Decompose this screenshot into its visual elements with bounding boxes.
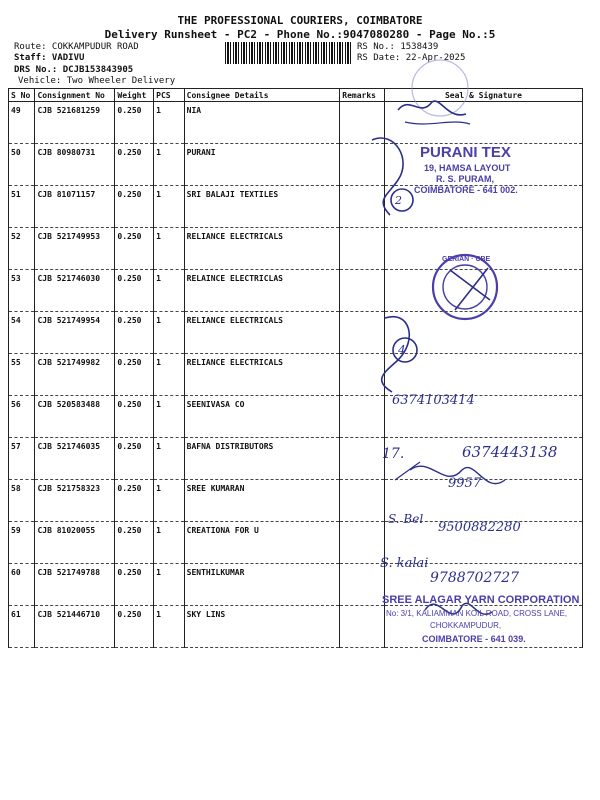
row-consignment: CJB 521746030 [35, 270, 115, 312]
row-consignment: CJB 521749954 [35, 312, 115, 354]
row-sno: 61 [9, 606, 35, 648]
row-signature [384, 312, 582, 354]
row-remarks [340, 228, 385, 270]
row-sno: 57 [9, 438, 35, 480]
company-title: THE PROFESSIONAL COURIERS, COIMBATORE [177, 14, 423, 27]
row-sno: 53 [9, 270, 35, 312]
table-row [9, 312, 583, 354]
staff-label: Staff: VADIVU [14, 53, 85, 63]
row-consignment: CJB 80980731 [35, 144, 115, 186]
vehicle-label: Vehicle: Two Wheeler Delivery [18, 76, 176, 86]
row-consignee: SKY LINS [184, 606, 340, 648]
row-signature [384, 270, 582, 312]
row-consignee: PURANI [184, 144, 340, 186]
row-signature [384, 354, 582, 396]
row-remarks [340, 144, 385, 186]
table-row [9, 396, 583, 438]
row-sno: 55 [9, 354, 35, 396]
barcode [225, 42, 351, 64]
row-consignment: CJB 521749788 [35, 564, 115, 606]
circle-mark-55-text: 4 [398, 343, 406, 357]
route-label: Route: COKKAMPUDUR ROAD [14, 42, 139, 52]
row-weight: 0.250 [115, 354, 154, 396]
row-remarks [340, 438, 385, 480]
rs-number: RS No.: 1538439 [357, 42, 439, 52]
row-consignee: RELAINCE ELECTRICLAS [184, 270, 340, 312]
row-weight: 0.250 [115, 186, 154, 228]
row-remarks [340, 102, 385, 144]
row-consignment: CJB 520583488 [35, 396, 115, 438]
row-consignment: CJB 521749982 [35, 354, 115, 396]
row-weight: 0.250 [115, 144, 154, 186]
col-signature: Seal & Signature [384, 89, 582, 102]
row-signature [384, 228, 582, 270]
row-pcs: 1 [154, 480, 184, 522]
phone-56: 6374103414 [392, 393, 475, 408]
row-consignment: CJB 521446710 [35, 606, 115, 648]
row-weight: 0.250 [115, 438, 154, 480]
row-remarks [340, 396, 385, 438]
row-weight: 0.250 [115, 522, 154, 564]
row-pcs: 1 [154, 396, 184, 438]
mark-57: 17. [382, 446, 405, 462]
row-consignee: NIA [184, 102, 340, 144]
row-pcs: 1 [154, 228, 184, 270]
row-sno: 54 [9, 312, 35, 354]
row-weight: 0.250 [115, 606, 154, 648]
row-pcs: 1 [154, 438, 184, 480]
col-consignee: Consignee Details [184, 89, 340, 102]
row-consignee: SEENIVASA CO [184, 396, 340, 438]
row-consignee: RELIANCE ELECTRICALS [184, 312, 340, 354]
row-consignee: SRI BALAJI TEXTILES [184, 186, 340, 228]
signature-60: S. kalai [380, 556, 429, 571]
row-sno: 59 [9, 522, 35, 564]
row-weight: 0.250 [115, 270, 154, 312]
row-pcs: 1 [154, 102, 184, 144]
rs-date: RS Date: 22-Apr-2025 [357, 53, 466, 63]
col-weight: Weight [115, 89, 154, 102]
row-sno: 56 [9, 396, 35, 438]
row-remarks [340, 522, 385, 564]
phone-57: 6374443138 [462, 443, 558, 461]
runsheet-subtitle: Delivery Runsheet - PC2 - Phone No.:9047080280 - Page No.:5 [104, 28, 496, 41]
sree-stamp-name: SREE ALAGAR YARN CORPORATION [382, 594, 580, 606]
row-pcs: 1 [154, 522, 184, 564]
row-weight: 0.250 [115, 312, 154, 354]
row-signature [384, 102, 582, 144]
drs-label: DRS No.: DCJB153843905 [14, 65, 134, 75]
row-pcs: 1 [154, 270, 184, 312]
row-consignment: CJB 521749953 [35, 228, 115, 270]
sree-stamp-addr3: COIMBATORE - 641 039. [422, 634, 526, 644]
phone-59: 9500882280 [438, 520, 521, 535]
row-pcs: 1 [154, 564, 184, 606]
col-remarks: Remarks [340, 89, 385, 102]
table-row [9, 270, 583, 312]
table-row [9, 102, 583, 144]
table-row [9, 480, 583, 522]
phone-60: 9788702727 [430, 570, 520, 586]
row-consignment: CJB 81020055 [35, 522, 115, 564]
row-sno: 60 [9, 564, 35, 606]
col-consignment: Consignment No [35, 89, 115, 102]
table-header-row [9, 89, 583, 102]
sree-stamp-addr1: No: 3/1, KALIAMMAN KOIL ROAD, CROSS LANE, [386, 609, 568, 618]
row-consignment: CJB 521746035 [35, 438, 115, 480]
purani-stamp-addr1: 19, HAMSA LAYOUT [424, 163, 511, 173]
signature-59: S. Bel [388, 512, 424, 526]
row-sno: 51 [9, 186, 35, 228]
row-weight: 0.250 [115, 102, 154, 144]
row-consignee: SENTHILKUMAR [184, 564, 340, 606]
row-remarks [340, 312, 385, 354]
row-consignment: CJB 81071157 [35, 186, 115, 228]
purani-stamp-addr2: R. S. PURAM, [436, 174, 495, 184]
phone-58: 9957 [448, 476, 482, 491]
row-consignment: CJB 521758323 [35, 480, 115, 522]
row-consignee: BAFNA DISTRIBUTORS [184, 438, 340, 480]
row-pcs: 1 [154, 606, 184, 648]
row-consignee: RELIANCE ELECTRICALS [184, 354, 340, 396]
row-remarks [340, 354, 385, 396]
row-weight: 0.250 [115, 228, 154, 270]
row-sno: 50 [9, 144, 35, 186]
row-pcs: 1 [154, 186, 184, 228]
row-pcs: 1 [154, 354, 184, 396]
col-pcs: PCS [154, 89, 184, 102]
row-sno: 49 [9, 102, 35, 144]
row-remarks [340, 564, 385, 606]
row-remarks [340, 480, 385, 522]
row-sno: 58 [9, 480, 35, 522]
table-row [9, 228, 583, 270]
table-row [9, 354, 583, 396]
purani-stamp-name: PURANI TEX [420, 144, 511, 161]
row-pcs: 1 [154, 312, 184, 354]
row-weight: 0.250 [115, 564, 154, 606]
row-remarks [340, 186, 385, 228]
col-sno: S No [9, 89, 35, 102]
row-consignee: CREATIONA FOR U [184, 522, 340, 564]
reliance-seal-text: GERIAN · CBE [442, 256, 491, 263]
row-weight: 0.250 [115, 396, 154, 438]
purani-stamp-addr3: COIMBATORE - 641 002. [414, 185, 518, 195]
row-sno: 52 [9, 228, 35, 270]
sree-stamp-addr2: CHOKKAMPUDUR, [430, 621, 502, 630]
circle-mark-51-text: 2 [395, 194, 402, 207]
row-consignee: RELIANCE ELECTRICALS [184, 228, 340, 270]
row-pcs: 1 [154, 144, 184, 186]
row-remarks [340, 270, 385, 312]
row-consignment: CJB 521681259 [35, 102, 115, 144]
row-consignee: SREE KUMARAN [184, 480, 340, 522]
row-weight: 0.250 [115, 480, 154, 522]
row-remarks [340, 606, 385, 648]
